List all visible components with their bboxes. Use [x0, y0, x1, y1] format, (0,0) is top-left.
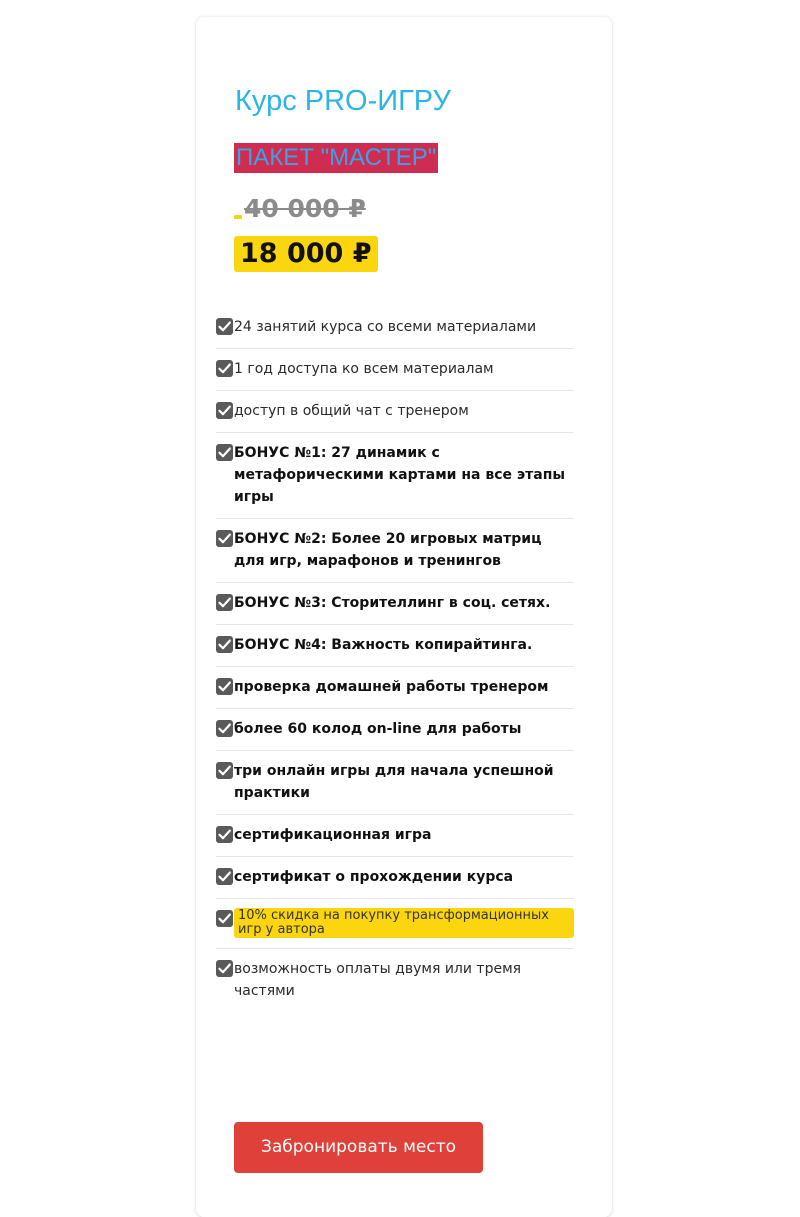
checkbox-icon: [216, 636, 233, 653]
old-price: 40 000 ₽: [244, 194, 366, 223]
feature-label: более 60 колод on-line для работы: [234, 721, 522, 737]
feature-label: сертификат о прохождении курса: [234, 869, 514, 885]
checkbox-icon: [216, 678, 233, 695]
package-badge: ПАКЕТ "МАСТЕР": [236, 144, 437, 171]
feature-item-cert-game: [216, 815, 574, 857]
checkbox-icon: [216, 360, 233, 377]
feature-item-bonus-4: [216, 625, 574, 667]
checkbox-icon: [216, 318, 233, 335]
feature-label: возможность оплаты двумя или тремя частями: [234, 961, 522, 999]
feature-item-access: [216, 349, 574, 391]
checkbox-icon: [216, 594, 233, 611]
checkbox-icon: [216, 960, 233, 977]
feature-item-discount: [216, 899, 574, 949]
feature-item-bonus-1: [216, 433, 574, 519]
checkbox-icon: [216, 910, 233, 927]
feature-label: 24 занятий курса со всеми материалами: [234, 319, 537, 335]
checkbox-icon: [216, 826, 233, 843]
feature-item-bonus-2: [216, 519, 574, 583]
feature-label: БОНУС №2: Более 20 игровых матриц для игр, марафонов и тренингов: [234, 531, 542, 569]
pricing-card: [196, 17, 612, 1217]
checkbox-icon: [216, 530, 233, 547]
feature-item-bonus-3: [216, 583, 574, 625]
course-title: Курс PRO-ИГРУ: [235, 85, 451, 117]
feature-list: [216, 307, 574, 1012]
book-place-button[interactable]: Забронировать место: [234, 1122, 483, 1173]
feature-label: доступ в общий чат с тренером: [234, 403, 469, 419]
feature-label: три онлайн игры для начала успешной практики: [234, 763, 554, 801]
feature-label: проверка домашней работы тренером: [234, 679, 549, 695]
feature-label: БОНУС №4: Важность копирайтинга.: [234, 637, 533, 653]
old-price-marker: [234, 215, 242, 219]
feature-item-online-games: [216, 751, 574, 815]
checkbox-icon: [216, 444, 233, 461]
feature-item-lessons: [216, 307, 574, 349]
checkbox-icon: [216, 762, 233, 779]
feature-label: БОНУС №3: Сторителлинг в соц. сетях.: [234, 595, 551, 611]
checkbox-icon: [216, 868, 233, 885]
feature-item-chat: [216, 391, 574, 433]
feature-label: сертификационная игра: [234, 827, 432, 843]
current-price: 18 000 ₽: [234, 236, 378, 272]
feature-label-highlighted: 10% скидка на покупку трансформационных игр у автора: [234, 908, 574, 938]
feature-label: 1 год доступа ко всем материалам: [234, 361, 494, 377]
feature-label: БОНУС №1: 27 динамик с метафорическими картами на все этапы игры: [234, 445, 566, 505]
feature-item-certificate: [216, 857, 574, 899]
feature-item-installments: [216, 949, 574, 1012]
checkbox-icon: [216, 402, 233, 419]
checkbox-icon: [216, 720, 233, 737]
feature-item-homework: [216, 667, 574, 709]
feature-item-decks: [216, 709, 574, 751]
